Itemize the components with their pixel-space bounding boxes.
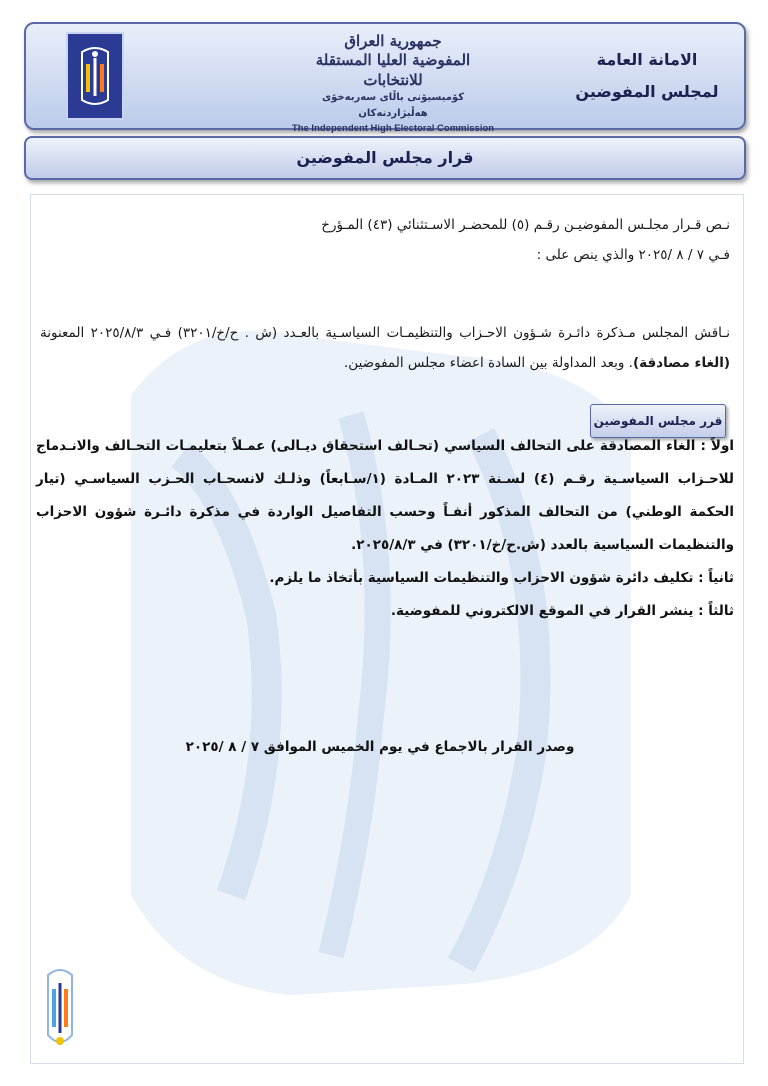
ihec-small-logo-icon bbox=[40, 965, 80, 1059]
discussion-text: نـاقش المجلس مـذكرة دائـرة شـؤون الاحـزاب والتنظيمـات السياسـية بالعـدد (ش . ح/خ/٣٢٠١) فـي ٢٠٢٥/٨/٣ المعنونة bbox=[40, 325, 731, 341]
decision-items bbox=[36, 430, 734, 628]
ihec-logo-icon bbox=[66, 32, 124, 120]
commission-name-english: The Independent High Electoral Commission bbox=[291, 123, 495, 134]
decision-heading: قرر مجلس المفوضين bbox=[590, 404, 726, 438]
item-text: تكليف دائرة شؤون الاحزاب والتنظيمات السياسية بأتخاذ ما يلزم. bbox=[269, 570, 694, 586]
item-label: ثانياً : bbox=[698, 570, 734, 586]
item-label: اولاً : bbox=[700, 438, 734, 454]
intro-paragraph bbox=[40, 210, 730, 270]
commission-name-kurdish: كۆمیسیۆنی باڵای سەربەخۆی هەڵبژاردنەکان bbox=[321, 92, 465, 119]
decision-item-first bbox=[36, 430, 734, 562]
intro-line-2: فـي ٧ / ٨ /٢٠٢٥ والذي ينص على : bbox=[536, 247, 730, 263]
secretariat-label bbox=[572, 44, 722, 108]
decision-item-third bbox=[36, 595, 734, 628]
discussion-subject: (الغاء مصادقة) bbox=[632, 355, 730, 371]
document-title: قرار مجلس المفوضين bbox=[24, 136, 746, 180]
commission-name-block bbox=[288, 32, 498, 134]
item-label: ثالثاً : bbox=[698, 603, 734, 619]
commission-name-arabic: المفوضية العليا المستقلة للانتخابات bbox=[315, 51, 471, 89]
item-text: ينشر القرار في الموقع الالكتروني للمفوضية. bbox=[390, 603, 694, 619]
secretariat-line-2: لمجلس المفوضين bbox=[575, 82, 719, 101]
discussion-paragraph bbox=[40, 318, 730, 378]
document-header bbox=[24, 22, 746, 134]
intro-line-1: نـص قـرار مجلـس المفوضيـن رقـم (٥) للمحضـر الاسـتثنائي (٤٣) المـؤرخ bbox=[321, 217, 730, 233]
secretariat-line-1: الامانة العامة bbox=[596, 50, 698, 69]
closing-statement: وصدر القرار بالاجماع في يوم الخميس الموافق ٧ / ٨ /٢٠٢٥ bbox=[185, 739, 575, 755]
discussion-ending: . وبعد المداولة بين السادة اعضاء مجلس المفوضين. bbox=[344, 355, 633, 371]
decision-item-second bbox=[36, 562, 734, 595]
commission-country: جمهورية العراق bbox=[344, 32, 442, 50]
item-text: الغاء المصادقة على التحالف السياسي (تحـالف استحقاق ديـالى) عمـلاً بتعليمـات التحـالف والانـدماج للاحـزاب السياسـية رقـم (٤) لسـنة ٢٠٢٣ المـادة (١/سـابعاً) وذلـك لانسحـاب الحـزب السياسـي (تيار الحكمة الوطني) من التحالف المذكور أنفـاً وحسب التفاصيل الواردة في مذكرة دائـرة شؤون الاحزاب والتنظيمات السياسية بالعدد (ش.ح/خ/٣٢٠١) في ٢٠٢٥/٨/٣. bbox=[36, 438, 734, 553]
